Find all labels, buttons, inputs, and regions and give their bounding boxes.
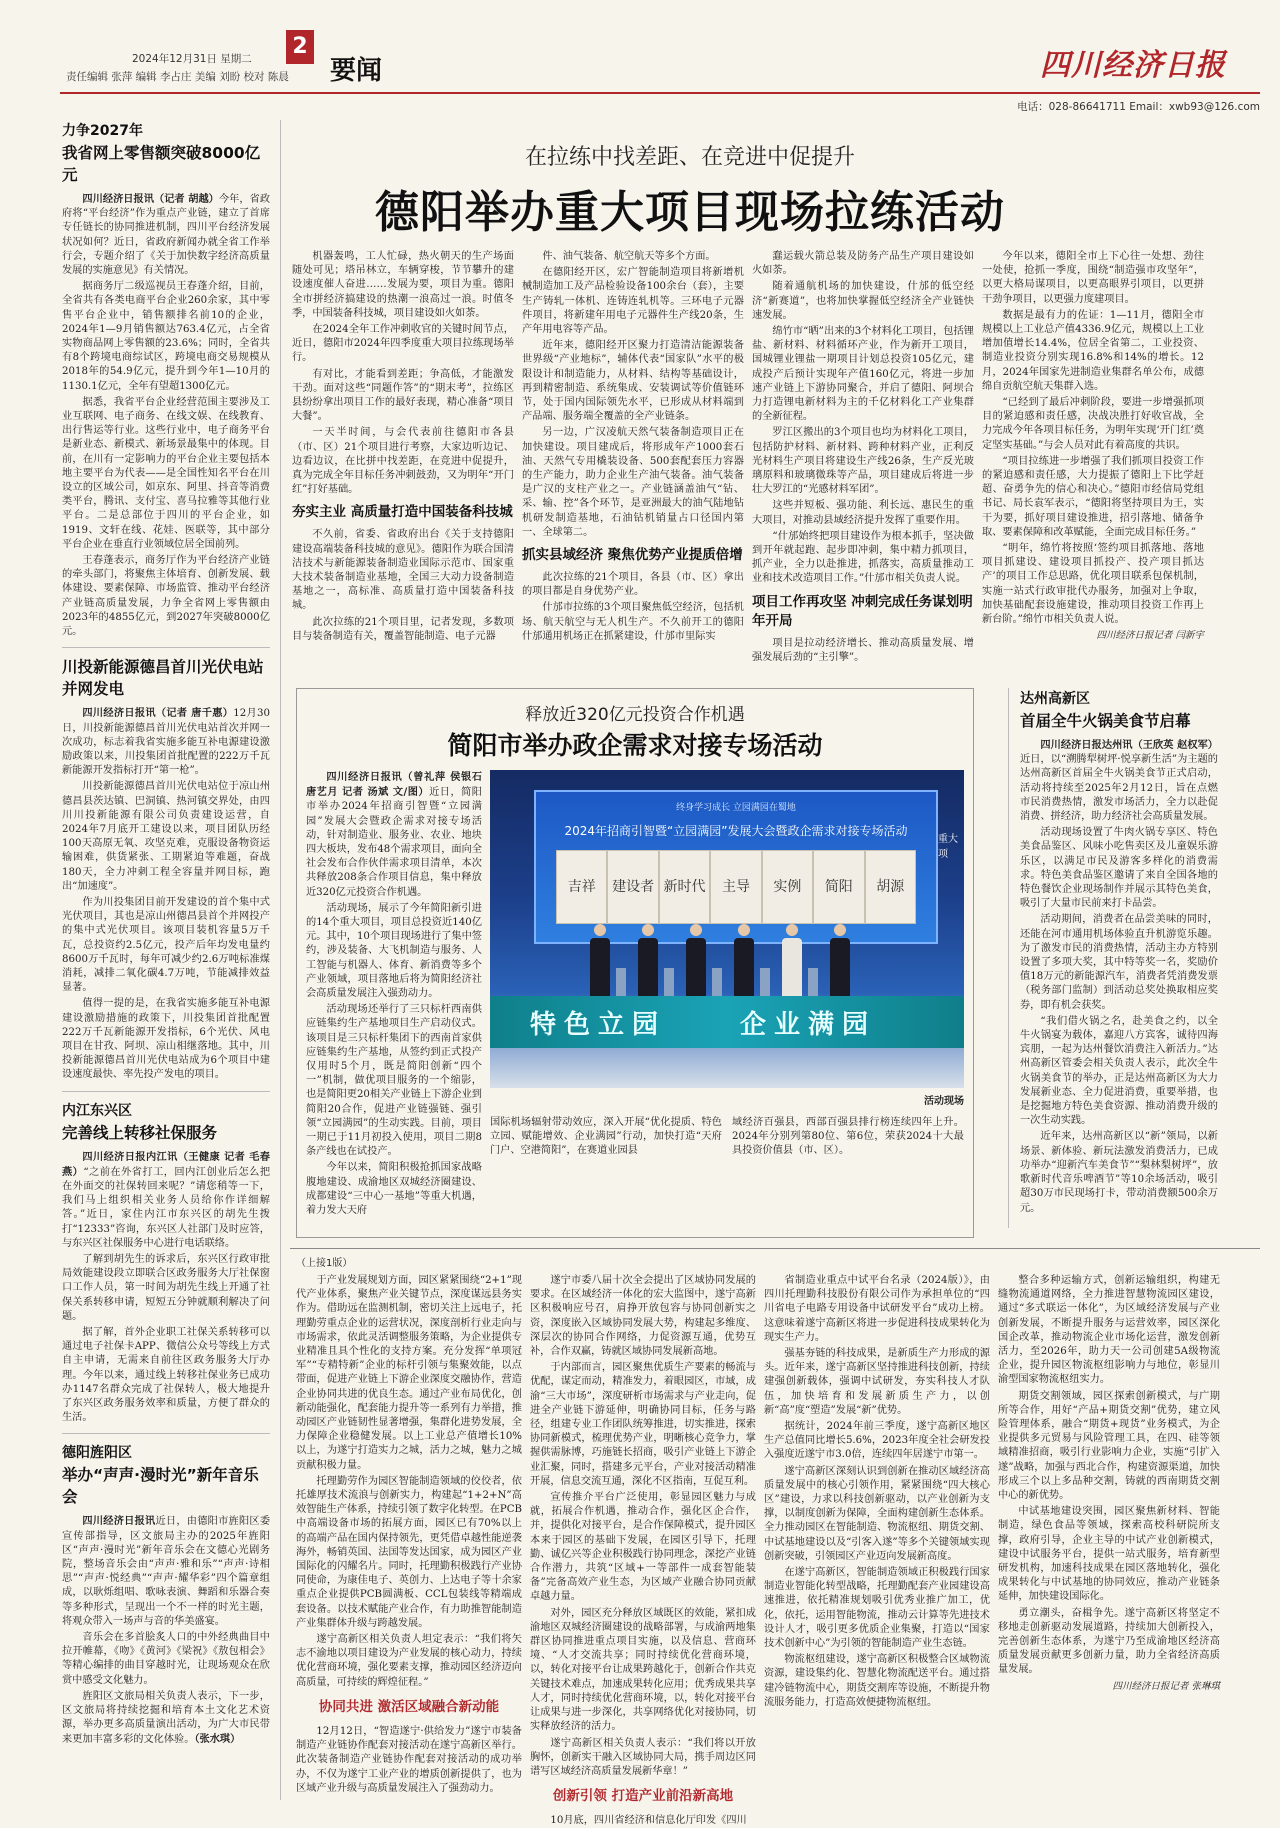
article-paragraph: 宣传推介平台广泛使用，彰显园区魅力与成就，拓展合作机遇，推动合作，强化区企合作，并，提供化对接平台，是合作保障模式，提升园区本来于园区的基础下发展，在园区引导下，托理勤、诚亿兴等企业积极践行协同理念，深挖产业链合作潜力，共筑“区域+一等部件一成套智能装备”完备高效产业生态，为区域产业融合协同贡献卓越力量。: [530, 1492, 756, 1603]
article-text: 近日，简阳市举办2024年招商引智暨“立园满园”发展大会暨政企需求对接专场活动，针对制造业、服务业、农业、地块四大板块，发布48个需求项目，面向全社会发布合作伙伴需求项目清单，本次共释放208条合作项目信息，集中释放近320亿元投资合作机遇。: [306, 787, 482, 898]
screen-card: 吉祥: [556, 850, 607, 924]
article-paragraph: 有对比，才能看到差距；争高低，才能激发干劲。面对这些“同题作答”的“期末考”，拉练区县纷纷拿出项目工作的最好表现，精心准备“项目大餐”。: [292, 368, 514, 423]
person-figure: [638, 924, 658, 1002]
article-text: “之前在外省打工，回内江创业后怎么把在外面交的社保转回来呢？”请您稍等一下，我们马上组织相关业务人员给你作详细解答。”近日，家住内江市东兴区的胡先生拨打“12333”咨询，东兴区人社部门及时应答，与东兴区社保服务中心进行电话联络。: [62, 1166, 271, 1249]
article-paragraph: 在遂宁高新区，智能制造领域正积极践行国家制造业智能化转型战略，托理勤配套产业园建设高速推进，依托精准规划吸引优秀业推广加工，优化，依托，运用智能物流，推动云计算等先进技术设计人才，吸引更多优质企业集聚，打造以“国家技术创新中心”为引领的智能制造产业生态链。: [764, 1567, 990, 1650]
article-ecommerce: [62, 120, 270, 639]
article-paragraph: 罗江区搬出的3个项目也均为材料化工项目，包括防护材料、新材料、跨种材料产业，正利反光材料生产项目将建设生产线26条，生产反光玻璃原料和玻璃微珠等产品，项目建成后将进一步壮大罗江的“光感材料军团”。: [752, 427, 974, 496]
article-paragraph: 在德阳经开区，宏广智能制造项目将新增机械制造加工及产品检验设备100余台（套），主要生产铸轧一体机、连铸连轧机等。三环电子元器件项目，将新建年用电子元器件生产线20条，生产年用电容等产品。: [522, 267, 744, 336]
article-paragraph: 王春蓬表示，商务厅作为平台经济产业链的牵头部门，将聚焦主体培育、创新发展、载体建设、要素保障、市场监管、推动平台经济产业链高质量发展，力争全省网上零售额由2023年的4855亿元，到2027年突破8000亿元。: [62, 555, 270, 638]
article-paragraph: 遂宁高新区深刻认识到创新在推动区域经济高质量发展中的核心引领作用，紧紧围绕“四大核心区”建设，力求以科技创新驱动，以产业创新为支撑，以制度创新为保障，全面构建创新生态体系。全力推动园区在智能制造、物流枢纽、期货交割、中试基地建设以及“引客入遂”等多个关键领域实现创新突破，引领园区产业迈向发展新高度。: [764, 1465, 990, 1562]
article-paragraph: 今年以来，德阳全市上下心往一处想、劲往一处使，抢抓一季度，围绕“制造强市攻坚年”，以更大格局谋项目，以更高眼界引项目，以更拼干劲争项目，以更强力度建项目。: [982, 251, 1204, 305]
person-figure: [686, 924, 706, 1002]
article-paragraph: [62, 1150, 270, 1251]
screen-card: 建设者: [607, 850, 658, 924]
article-paragraph: 国际机场辐射带动效应，深入开展“优化提质、特色立园、赋能增效、企业满园”行动，加快打造“天府门户、空港简阳”，在赛道业园县: [490, 1117, 722, 1157]
article-sign: 四川经济日报记者 闫新宇: [1096, 630, 1204, 642]
article-paragraph: “项目拉练进一步增强了我们抓项目投资工作的紧迫感和责任感，大力提振了德阳上下比学赶超、奋勇争先的信心和决心。”德阳市经信局党组书记、局长袁军表示，“德阳将坚持项目为王，实干为要，抓好项目建设推进，招引落地、储备争取、要素保障和改革赋能，全面完成目标任务。”: [982, 455, 1204, 538]
article-text: 近日，以“溯腾犁树坪·悦享新生活”为主题的达州高新区首届全牛火锅美食节正式启动，活动将持续至2025年2月12日，旨在点燃市民消费热情，激发市场活力，全力以赴促消费、拼经济，助力经济社会高质量发展。: [1020, 754, 1218, 823]
article-paragraph: 据了解，首外企业职工社保关系转移可以通过电子社保卡APP、微信公众号等线上方式自主申请，无需来自前往区政务服务大厅办理。今年以来，通过线上转移社保业务已成功办1147名群众完成了社保转人，极大地提升了东兴区政务服务效率和质量，方便了群众的生活。: [62, 1327, 270, 1424]
lead-col-3: [752, 250, 974, 663]
lower-col-4: [998, 1274, 1220, 1800]
article-paragraph: “什邡始终把项目建设作为根本抓手，坚决做到开年就起跑、起步即冲刺，集中精力抓项目，抓产业，全力以赴推进，抓落实，高质量推动工业和技术改造项目工作。”什邡市相关负责人说。: [752, 530, 974, 585]
article-paragraph: 遂宁市委八届十次全会提出了区域协同发展的要求。在区域经济一体化的宏大监图中，遂宁高新区积极响应号召，肩挣开放包容与协同创新实之资，深度嵌入区域协同发展大势，构建起多维度、深层次的协同合作网络，力促资源互通，优势互补，合作双赢，铸就区域协同发展新高地。: [530, 1275, 756, 1358]
screen-top-text: 终身学习成长 立园满园在蜀地: [676, 803, 796, 813]
article-text: 12月30日，川投新能源德昌首川光伏电站首次并网一次成功，标志着我省实施多能互补电源建设激励政策以来，川投集团首批配置的222万千瓦新能源开发指标打开“第一枪”。: [62, 708, 270, 777]
section-label: 要闻: [330, 56, 383, 86]
article-byline: 四川经济日报达州讯（王欣英 赵权军）: [1040, 739, 1218, 751]
article-paragraph: “已经到了最后冲刺阶段，要进一步增强抓项目的紧迫感和责任感，决战决胜打好收官战，全力完成今年各项目标任务，为明年实现‘开门红’奠定坚实基础。”与会人员对此有着高度的共识。: [982, 397, 1204, 451]
article-paragraph: 一天半时间，与会代表前往德阳市各县（市、区）21个项目进行考察，大家边听边记、边看边议，在比拼中找差距，在竞进中促提升，真为完成全年目标任务冲刺鼓劲，又为明年“开门红”打好基础。: [292, 427, 514, 496]
article-paragraph: 件、油气装备、航空航天等多个方面。: [542, 251, 716, 262]
article-paragraph: [306, 770, 482, 900]
article-paragraph: 强基夯链的科技成果，是新质生产力形成的源头。近年来，遂宁高新区坚持推进科技创新，持续建强创新载体，强调中试研发，夯实科技人才队伍，加快培育和发展新质生产力，以创新“高”度“塑造”发展“新”优势。: [764, 1348, 990, 1416]
event-photo: [490, 770, 964, 1088]
article-paragraph: 此次拉练的21个项目，各县（市、区）拿出的项目都是自身优势产业。: [522, 572, 744, 598]
article-text: 旌阳区文旅局相关负责人表示，下一步，区文旅局将持续挖掘和培育本土文化艺术资源，举办更多高质量演出活动，为广大市民带来更加丰富多彩的文化体验。: [62, 1690, 270, 1746]
section-subheading: 协同共进 激活区域融合新动能: [318, 1698, 500, 1715]
article-paragraph: 在2024全年工作冲刺收官的关键时间节点，近日，德阳市2024年四季度重大项目拉练现场举行。: [292, 324, 514, 364]
article-paragraph: 省制造业重点中试平台名录（2024版）》，由四川托理勤科技股份有限公司作为承担单位的“四川省电子电路专用设备中试研发平台”成功上榜。这意味着遂宁高新区将进一步促进科技成果转化为现实生产力。: [764, 1275, 990, 1343]
article-concert: [62, 1442, 270, 1747]
article-paragraph: 此次拉练的21个项目里，记者发现，多数项目与装备制造有关，覆盖智能制造、电子元器: [292, 616, 514, 642]
article-paragraph: 什邡市拉练的3个项目聚焦低空经济，包括机场、航天航空与无人机生产。不久前开工的德阳什邡通用机场正在抓紧建设，什邡市里际实: [522, 602, 744, 642]
person-figure: [830, 924, 850, 1002]
article-paragraph: 遂宁高新区相关负责人坦定表示：“我们将矢志不渝地以项目建设为产业发展的核心动力，持续优化营商环境，强化要素支撑，推动园区经济迈向高质量，可持续的辉煌征程。”: [296, 1634, 522, 1688]
lower-col-1: [296, 1274, 522, 1800]
header-date: 2024年12月31日 星期二: [132, 53, 252, 65]
article-paragraph: 据商务厅二级巡视员王春蓬介绍，目前，全省共有各类电商平台企业260余家，其中零售平台企业中，销售额排名前10的企业，2024年1—9月销售额达763.4亿元，占全省实物商品网上零售额的23.6%；同时，全省共有8个跨境电商综试区，跨境电商交易规模从2018年的54.9亿元，提升到今年1—10月的1130.1亿元，全年有望超1300亿元。: [62, 281, 270, 392]
jianyang-cont-left: [490, 1116, 722, 1226]
article-title: 举办“声声·漫时光”新年音乐会: [62, 1466, 259, 1507]
article-paragraph: “我们借火锅之名，赴美食之约，以全牛火锅宴为载体，嘉迎八方宾客，诚待四海宾朋，一起为达州餐饮消费注入新活力。”达州高新区管委会相关负责人表示，此次全牛火锅美食节的举办，正是达州高新区为大力发展新业态、全力促进消费，重要举措，也是挖掘地方特色美食资源、推动消费升级的一次生动实践。: [1020, 1015, 1218, 1127]
article-paragraph: 10月底，四川省经济和信息化厅印发《四川: [550, 1815, 747, 1827]
article-paragraph: 这些并短板、强功能、利长远、惠民生的重大项目，对推动县域经济提升发挥了重要作用。: [752, 500, 974, 526]
article-paragraph: 物流枢纽建设，遂宁高新区积极整合区域物流资源，建设集约化、智慧化物流配送平台。通过搭建冷链物流中心，期货交割库等设施，不断提升物流服务能力，打造高效便捷物流枢纽。: [764, 1654, 990, 1708]
article-paragraph: 据悉，我省平台企业经营范围主要涉及工业互联网、电子商务、在线文娱、在线教育、出行售运等行业。这些行业中，电子商务平台是新业态、新模式、新场景最集中的体现。目前，在川有一定影响力的平台企业主要包括本地主要平台为代表——是全国性知名平台在川设立的区域公司，如京东、阿里、抖音等消费类平台，腾讯、支付宝、喜马拉雅等其他行业平台。二是总部位于四川的平台企业，如1919、文轩在线、花娃、医联等，其中部分平台企业在垂直行业领域位居全国前列。: [62, 396, 270, 550]
article-title: 完善线上转移社保服务: [62, 1123, 218, 1142]
article-social-security: [62, 1100, 270, 1426]
person-figure: [590, 924, 610, 1002]
article-paragraph: [62, 192, 270, 278]
screen-card: 简阳: [813, 850, 864, 924]
article-paragraph: [62, 1514, 270, 1629]
divider: [62, 1433, 270, 1434]
article-paragraph: 川投新能源德昌首川光伏电站位于凉山州德昌县茨达镇、巴洞镇、热河镇交界处，由四川川投新能源有限公司负责建设运营，自2024年7月底开工建设以来，项目团队历经100天高原无氧、攻坚克难，克服设备物资运输困难，供货紧张、工期紧迫等难题，奋战180天，全力冲刺工程全容量并网目标，跑出“加速度”。: [62, 781, 270, 892]
article-byline: 四川经济日报讯（记者 胡越）: [82, 193, 219, 205]
article-paragraph: 据统计，2024年前三季度，遂宁高新区地区生产总值同比增长5.6%，2023年度全社会研发投入强度近遂宁市3.0倍，连续四年居遂宁市第一。: [764, 1421, 990, 1461]
article-paragraph: 整合多种运输方式，创新运输组织，构建无缝物流通道网络，全力推进智慧物流园区建设，通过“多式联运一体化”，为区域经济发展与产业创新发展，不断提升服务与运营效率，园区深化国企改革，推动物流企业市场化运营，激发创新活力，至2026年，助力天一公司创建5A级物流企业，提升园区物流枢纽影响力与地位，彰显川渝型国家物流枢纽实力。: [998, 1275, 1220, 1386]
article-text: 近日，由德阳市旌阳区委宣传部指导，区文旅局主办的2025年旌阳区“声声·漫时光”新年音乐会在文德心光剧务院，整场音乐会由“声声·雅和乐”“声声·诗相思”“声声·悦经典”“声声·耀华彩”四个篇章组成，以耿烁组唱、歌咏表演、舞蹈和乐器合奏等多种形式，呈现出一个不一样的时光主题，将观众带入一场声与音的华美盛宴。: [62, 1516, 271, 1627]
article-paragraph: 托理勤劳作为园区智能制造领域的佼佼者，依托雄厚技术流浪与创新实力，构建起“1+2+N”高效智能生产体系，持续引领了数字化转型。在PCB中高端设备市场的拓展方面，园区已有70%以上的高端产品在国内保持领先，更凭借卓越性能逆袭海外，畅销英国、法国等发达国家，成为园区产业国际化的闪耀名片。同时，托理勤积极践行产业协同使命，为康佳电子、英创力、上达电子等十余家重点企业提供PCB圆满板、CCL包装线等精端成套设备。以技术赋能产业合作，有力助推智能制造产业集群体升级与跨越发展。: [296, 1475, 522, 1629]
article-paragraph: 活动现场还举行了三只标杆西南供应链集约生产基地项目生产启动仪式。该项目是三只标杆集团下的西南首家供应链集约生产基地，从签约到正式投产仅用时5个月，既是简阳创新“四个一”机制，做优项目服务的一个缩影，也是简阳更20相关产业链上下游企业到简阳20合作，促进产业链强链、强引领“立园满园”的生动实践。目前，项目一期已于11月初投入使用，项目二期8条产线也在试投产。: [306, 1004, 482, 1158]
article-paragraph: [62, 1690, 270, 1748]
article-sign: 四川经济日报记者 张琳琪: [1112, 1680, 1220, 1692]
screen-title: 2024年招商引智暨“立园满园”发展大会暨政企需求对接专场活动: [564, 824, 908, 838]
person-figure: [734, 924, 754, 1002]
column-divider: [1008, 688, 1009, 1228]
jianyang-kicker: 释放近320亿元投资合作机遇: [525, 705, 745, 725]
article-paragraph: 项目是拉动经济增长、推动高质量发展、增强发展后劲的“主引擎”。: [752, 637, 974, 663]
article-pv-station: [62, 656, 270, 1082]
article-paragraph: 于产业发展规划方面，园区紧紧围绕“2+1”现代产业体系，聚焦产业关键节点，深度谋远县务实作为。借助远在监测机制，密切关注上远电子，托理勤劳重点企业的运营状况，深度剖析行业走向与市场需求，依此灵活调整服务策略，为企业提供专业精准且具个性化的支持方案。充分发挥“单项冠军”“专精特新”企业的标杆引领与集聚效能，以点带面，促进产业链上下游企业深度交融协作，营造企业协同共进的优良生态。通过产业布局优化，创新动能强化，配套能力提升等一系列有力举措，推动园区产业链韧性显著增强，集群化进势发展，全力保障企业稳健发展。以上工业总产值增长10%以上，为遂宁打造实力之城，活力之城，魅力之城贡献积极力量。: [296, 1275, 522, 1471]
screen-card: 胡源: [865, 850, 916, 924]
article-title: 川投新能源德昌首川光伏电站并网发电: [62, 658, 264, 699]
stage-screen: [534, 790, 938, 944]
lead-col-2: [522, 250, 744, 642]
left-column: [62, 120, 270, 1800]
article-paragraph: 12月12日，“智造遂宁·供给发力”遂宁市装备制造产业链协作配套对接活动在遂宁高新区举行。此次装备制造产业链协作配套对接活动的成功举办，不仅为遂宁工业产业的增质创新提供了，也为区域产业升级与高质量发展注入了强劲动力。: [296, 1725, 522, 1794]
article-paragraph: 近年来，达州高新区以“新”领局，以新场景、新体验、新玩法激发消费活力，已成功举办“迎新汽车美食节”“梨林梨树坪”，放歌新时代音乐啤酒节”等10余场活动，吸引超30万市民现场打卡，带动消费额500余万元。: [1020, 1131, 1218, 1214]
article-title: 首届全牛火锅美食节启幕: [1020, 712, 1191, 730]
lower-col-3: [764, 1274, 990, 1800]
article-paragraph: 音乐会在多首脍炙人口的中外经典曲目中拉开帷幕，《吻》《黄河》《梁祝》《敖包相会》等精心编排的曲目穿越时光，让现场观众在欣赏中感受文化魅力。: [62, 1632, 270, 1686]
section-subheading: 夯实主业 高质量打造中国装备科技城: [292, 504, 513, 521]
person-figure: [782, 924, 802, 1002]
article-paragraph: 数据是最有力的佐证：1—11月，德阳全市规模以上工业总产值4336.9亿元，规模以上工业增加值增长14.4%，位居全省第二，工业投资、制造业投资分别实现16.8%和14%的增长。12月，2024年国家先进制造业集群名单公布，成德绵自贡航空航天集群入选。: [982, 309, 1204, 392]
article-paragraph: 活动期间，消费者在品尝美味的同时，还能在河市通用机场体验直升机游览乐趣。为了激发市民的消费热情，活动主办方特别设置了多项大奖，其中特等奖一名，奖励价值18万元的新能源汽车，消费者凭消费发票（税务部门监制）到活动总奖处换取相应奖券，即有机会获奖。: [1020, 914, 1218, 1011]
screen-side-label: 重大项: [938, 834, 958, 860]
lead-kicker: 在拉练中找差距、在竞进中促提升: [524, 145, 855, 170]
header-staff: 责任编辑 张萍 编辑 李占庄 美编 刘盼 校对 陈晨: [66, 71, 289, 83]
article-paragraph: 值得一提的是，在我省实施多能互补电源建设激励措施的政策下，川投集团首批配置222万千瓦新能源开发指标，6个光伏、风电项目在甘孜、阿坝、凉山相继落地。其中，川投新能源德昌首川光伏电站成为6个项目中建设速度最快、率先投产发电的项目。: [62, 998, 270, 1081]
article-paragraph: 机器轰鸣，工人忙碌，热火朝天的生产场面随处可见；塔吊林立，车辆穿梭，节节攀升的建设速度催人奋进……发展为要，项目为重。德阳全市拼经济搞建设的热潮一浪高过一浪。时值冬季，中国装备科技城，项目建设如火如荼。: [292, 251, 514, 319]
article-paragraph: 作为川投集团目前开发建设的首个集中式光伏项目，其也是凉山州德昌县首个并网投产的集中式光伏项目。该项目装机容量5万千瓦，总投资约2.5亿元，投产后年均发电量约8600万千瓦时，每年可减少约2.6万吨标准煤消耗，减排二氧化碳4.7万吨，节能减排效益显著。: [62, 896, 270, 994]
article-byline: 四川经济日报内江讯（王健康 记者 毛春燕）: [62, 1150, 270, 1178]
article-paragraph: 绵竹市“晒”出来的3个材料化工项目，包括锂盐、新材料、材料循环产业，作为新开工项目，国城锂业锂盐一期项目计划总投资105亿元，建成投产后预计实现年产值160亿元，将进一步加速产业链上下游协同聚合，并启了德阳、阿坝合力打造锂电新材料为主的千亿材料化工产业集群的全新征程。: [752, 326, 974, 423]
divider: [62, 1091, 270, 1092]
banner-left-text: 特色立园: [530, 1010, 667, 1040]
article-paragraph: 活动现场，展示了今年简阳新引进的14个重大项目，项目总投资近140亿元。其中，10个项目现场进行了集中签约，涉及装备、大飞机制造与服务、人工智能与机器人、体育、新消费等多个产业领域，项目落地后将为简阳经济社会高质量发展注入强劲动力。: [306, 902, 482, 1000]
section-subheading: 创新引领 打造产业前沿新高地: [552, 1788, 734, 1805]
section-subheading: 项目工作再攻坚 冲刺完成任务谋划明年开局: [752, 593, 973, 629]
article-kicker: 内江东兴区: [62, 1102, 132, 1119]
article-paragraph: 今年以来，简阳积极抢抓国家战略腹地建设、成渝地区双城经济圈建设、成都建设“三中心一基地”等重大机遇，着力发大天府: [306, 1162, 482, 1217]
article-paragraph: “明年，绵竹将按照‘签约项目抓落地、落地项目抓建设、建设项目抓投产、投产项目抓达产’的项目工作总思路，优化项目联系包保机制，实施一站式行政审批代办服务，加强对上争取，加快基础配套设施建设，推动项目投资工作再上新台阶。”绵竹市相关负责人说。: [982, 543, 1204, 626]
article-sign: （张水琪）: [194, 1733, 241, 1746]
dazhou-article: [1020, 688, 1218, 1218]
article-title: 我省网上零售额突破8000亿元: [62, 144, 261, 184]
article-paragraph: 活动现场设置了牛肉火锅专享区、特色美食品鉴区、风味小吃售卖区及儿童娱乐游乐区，以满足市民及游客多样化的消费需求。特色美食品鉴区邀请了来自全国各地的特色餐饮企业现场制作并展示其特色美食，吸引了大量市民前来打卡品尝。: [1020, 827, 1218, 910]
lead-col-4: [982, 250, 1204, 670]
page-number: 2: [286, 30, 314, 64]
header-rule: [60, 92, 1260, 94]
article-kicker: 力争2027年: [62, 123, 143, 139]
article-paragraph: 于内部而言，园区聚焦优质生产要素的畅流与优配，谋定而动，精准发力，着眼园区，市域，成渝“三大市场”，深度研析市场需求与产业走向，促进全产业链下游延伸，明确协同目标，任务与路径，组建专业工作团队统筹推进，切实推进，探索协同新模式，梳理优势产业，明晰核心竞争力，掌握供需脉博，巧施链长招商，吸引产业链上下游企业汇聚，同时，搭建多元平台，产业对接活动精准开展，信息交流互通，深化不区指南，互促互利。: [530, 1362, 756, 1487]
article-paragraph: [1020, 738, 1218, 824]
continued-label: （上接1版）: [296, 1258, 353, 1269]
article-paragraph: 中试基地建设突围，园区聚焦新材料、智能制造，绿色食品等领域，探索高校科研院所支撑，政府引导，企业主导的中试产业创新模式，建设中试服务平台，提供一站式服务，培育新型研发机构，加速科技成果在园区落地转化，强化成果转化与中试基地的协同效应，推动产业链条延伸，加快建设国际化。: [998, 1506, 1220, 1603]
article-paragraph: 近年来，德阳经开区聚力打造清洁能源装备世界级“产业地标”，辅体代表“国家队”水平的极限设计和制造能力，从材料、结构等基础设计，再到精密制造、系统集成、安装调试等价值链环节，处于国内国际领先水平，已形成从材料端到产品端、服务端全覆盖的全产业链条。: [522, 340, 744, 423]
article-byline: 四川经济日报讯（记者 唐千惠）: [82, 707, 234, 720]
photo-caption: 活动现场: [924, 1096, 964, 1107]
divider: [62, 647, 270, 648]
article-paragraph: 期货交割领域，园区探索创新模式，与广期所等合作，用好“产品+期货交割”优势，建立风险管理体系，融合“期货+现货”业务模式，为企业提供多元贸易与风险管理工具，在四、硅等领域精准招商，吸引行业影响力企业，实施“引扩入遂”战略，加强与西北合作，构建资源渠道，加快形成三个以上多品种交割，铸就的西南期货交割中心的新优势。: [998, 1390, 1220, 1502]
lead-col-1: [292, 250, 514, 642]
banner-right-text: 企业满园: [740, 1010, 877, 1040]
screen-card: 主导: [710, 850, 761, 924]
lower-col-2: [530, 1274, 756, 1827]
screen-card: 实例: [762, 850, 813, 924]
article-kicker: 达州高新区: [1020, 691, 1090, 707]
article-paragraph: 对外，园区充分释放区域既区的效能，紧扣成渝地区双城经济圈建设的战略部署，与成渝两地集群区协同推进重点项目实施，以及信息、营商环境、“人才交流共享；同时持续优化营商环境，以，转化对接平台让成果跨越化于，创新合作共克关键技术难点，加速成果转化应用；优秀成果共享人才，同时持续优化营商环境，以，转化对接平台让成果与进一步深化，共享网络优化对接协同，切实释放经济的活力。: [530, 1607, 756, 1733]
stage-banner: [490, 996, 964, 1048]
article-paragraph: 另一边，广汉凌航天然气装备制造项目正在加快建设。项目建成后，将形成年产1000套石油、天然气专用橇装设备、500套配套压力容器的生产能力，助力企业生产油气装备。油气装备是广汉的支柱产业之一。产业链涵盖油气“钻、采、输、控”各个环节，是亚洲最大的油气陆地钻机研发制造基地，石油钻机销量占口径国内第一、全球第二。: [522, 427, 744, 538]
article-paragraph: [62, 706, 270, 778]
screen-cards: [556, 850, 916, 930]
header-contact: 电话：028-86641711 Email：xwb93@126.com: [1017, 101, 1260, 113]
article-byline: 四川经济日报讯（曾礼萍 侯银石 唐艺月 记者 汤斌 文/图）: [306, 771, 482, 799]
article-paragraph: 了解到胡先生的诉求后，东兴区行政审批局效能建设段立即联合区政务服务大厅社保窗口工作人员，第一时间为胡先生线上开通了社保关系转移申请，短短五分钟就顺利解决了问题。: [62, 1254, 270, 1322]
article-paragraph: 域经济百强县，西部百强县排行榜连续四年上升。2024年分别列第80位、第6位，荣获2024十大最具投资价值县（市、区）。: [732, 1117, 964, 1157]
article-paragraph: 勇立潮头，奋楫争先。遂宁高新区将坚定不移地走创新驱动发展道路，持续加大创新投入，完善创新生态体系，为遂宁乃至成渝地区经济高质量发展贡献更多创新力量，助力全省经济高质量发展。: [998, 1607, 1220, 1676]
jianyang-title: 简阳市举办政企需求对接专场活动: [447, 731, 823, 760]
lead-title: 德阳举办重大项目现场拉练活动: [375, 187, 1005, 238]
article-byline: 四川经济日报讯: [82, 1515, 156, 1528]
article-text: 今年，省政府将“平台经济”作为重点产业链，建立了首席专任链长的协同推进机制，四川平台经济发展状况如何？近日，省政府新闻办就全省工作举行会，专题介绍了《关于加快数字经济高质量发展的实施意见》有关情况。: [62, 194, 271, 277]
article-paragraph: 遂宁高新区相关负责人表示：“我们将以开放胸怀，创新实干融入区域协同大局，携手周边区同谱写区域经济高质量发展新华章！”: [530, 1737, 756, 1777]
article-paragraph: 蠢运载火箭总装及防务产品生产项目建设如火如荼。: [752, 251, 974, 277]
screen-card: 新时代: [659, 850, 710, 924]
column-divider: [280, 120, 281, 1800]
masthead-brand: 四川经济日报: [1040, 48, 1226, 83]
jianyang-text: [306, 770, 482, 1217]
article-paragraph: 随着通航机场的加快建设，什邡的低空经济“新赛道”，也将加快掌握低空经济全产业链快速发展。: [752, 281, 974, 321]
jianyang-cont-right: [732, 1116, 964, 1226]
article-kicker: 德阳旌阳区: [62, 1445, 132, 1462]
article-paragraph: 不久前，省委、省政府出台《关于支持德阳建设高端装备科技城的意见》。德阳作为联合国清洁技术与新能源装备制造业国际示范市、国家重大技术装备制造业基地，全国三大动力设备制造基地之一，高标准、高质量打造中国装备科技城。: [292, 529, 514, 612]
section-divider: [290, 1248, 1260, 1249]
section-subheading: 抓实县域经济 聚焦优势产业提质倍增: [522, 547, 743, 564]
